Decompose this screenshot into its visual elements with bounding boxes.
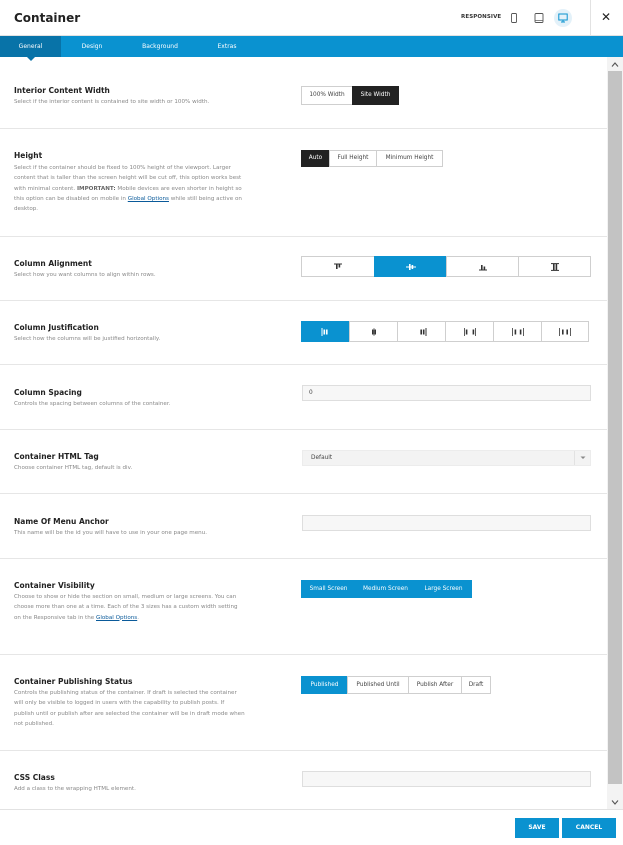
- field-label: Container HTML Tag: [14, 452, 99, 461]
- field-description: Choose container HTML tag, default is div.: [14, 465, 133, 471]
- visibility-toggle: [302, 580, 472, 598]
- scrollbar-thumb[interactable]: [608, 71, 622, 784]
- html-tag-select[interactable]: [302, 450, 591, 466]
- field-label: Column Spacing: [14, 388, 82, 397]
- css-class-row: [0, 751, 607, 809]
- desktop-icon[interactable]: [554, 9, 572, 27]
- column-alignment-row: [0, 237, 607, 301]
- modal-footer: [0, 809, 623, 845]
- menu-anchor-row: [0, 494, 607, 559]
- option-publish-after[interactable]: Publish After: [408, 676, 462, 694]
- option-published[interactable]: Published: [301, 676, 348, 694]
- modal-header: [0, 0, 623, 36]
- height-toggle: [302, 150, 443, 167]
- tab-bar: [0, 36, 623, 57]
- css-class-input[interactable]: [302, 771, 591, 787]
- justify-end-icon[interactable]: [397, 321, 446, 342]
- save-button[interactable]: SAVE: [515, 818, 559, 838]
- option-small-screen[interactable]: Small Screen: [301, 580, 356, 598]
- field-description: This name will be the id you will have to use in your one page menu.: [14, 530, 208, 536]
- field-description: Choose to show or hide the section on small, medium or large screens. You can choose more than one at a time. Each of the 3 sizes has a custom width setting on the Responsive tab in the Global Options.: [14, 594, 238, 621]
- global-options-link[interactable]: Global Options: [127, 195, 169, 202]
- interior-width-row: [0, 57, 607, 129]
- column-justification-row: [0, 301, 607, 365]
- field-label: Container Visibility: [14, 581, 95, 590]
- responsive-label: RESPONSIVE: [461, 14, 502, 20]
- field-description: Controls the publishing status of the container. If draft is selected the container will only be visible to logged in users with the capability to publish posts. If publish until or publish after are selected the container will be in draft mode when not published.: [14, 690, 245, 727]
- option-medium-screen[interactable]: Medium Screen: [355, 580, 416, 598]
- option-full-height[interactable]: Full Height: [329, 150, 377, 167]
- option-minimum-height[interactable]: Minimum Height: [376, 150, 443, 167]
- option-100-width[interactable]: 100% Width: [301, 86, 353, 105]
- publishing-status-toggle: [302, 676, 491, 694]
- field-description: Select if the container should be fixed to 100% height of the viewport. Larger content that is taller than the screen height will be cut off, this option works best with minimal content. IMPORTANT: Mobile devices are even shorter in height so this option can be disabled on mobile in Global Options while still being active on desktop.: [14, 165, 242, 213]
- field-description: Select how the columns will be justified horizontally.: [14, 336, 161, 342]
- global-options-link[interactable]: Global Options: [96, 614, 138, 621]
- html-tag-row: [0, 430, 607, 494]
- align-stretch-icon[interactable]: [518, 256, 591, 277]
- column-spacing-input[interactable]: 0: [302, 385, 591, 401]
- settings-panel: [0, 57, 607, 809]
- modal-title: Container: [14, 11, 81, 25]
- field-label: Column Alignment: [14, 259, 92, 268]
- align-center-icon[interactable]: [374, 256, 447, 277]
- justify-space-around-icon[interactable]: [493, 321, 542, 342]
- html-tag-value: Default: [311, 455, 333, 461]
- justify-space-between-icon[interactable]: [445, 321, 494, 342]
- tab-extras[interactable]: Extras: [217, 43, 237, 50]
- field-label: Container Publishing Status: [14, 677, 133, 686]
- justify-space-evenly-icon[interactable]: [541, 321, 589, 342]
- close-icon[interactable]: ✕: [601, 10, 612, 24]
- tab-design[interactable]: Design: [81, 43, 103, 50]
- field-label: Height: [14, 151, 43, 160]
- field-description: Controls the spacing between columns of the container.: [14, 401, 171, 407]
- scrollbar[interactable]: [607, 57, 623, 809]
- field-label: Interior Content Width: [14, 86, 110, 95]
- header-divider: [590, 0, 591, 36]
- field-description: Add a class to the wrapping HTML element.: [14, 786, 136, 792]
- mobile-icon[interactable]: [505, 9, 523, 27]
- option-site-width[interactable]: Site Width: [352, 86, 399, 105]
- option-large-screen[interactable]: Large Screen: [415, 580, 472, 598]
- height-row: [0, 129, 607, 237]
- scroll-up-icon[interactable]: [607, 57, 623, 71]
- tab-general[interactable]: General: [0, 36, 61, 57]
- option-auto[interactable]: Auto: [301, 150, 330, 167]
- justify-center-icon[interactable]: [349, 321, 398, 342]
- interior-width-toggle: [302, 86, 399, 105]
- field-description: Select if the interior content is contained to site width or 100% width.: [14, 99, 210, 105]
- field-description: Select how you want columns to align within rows.: [14, 272, 156, 278]
- option-published-until[interactable]: Published Until: [347, 676, 409, 694]
- menu-anchor-input[interactable]: [302, 515, 591, 531]
- justify-start-icon[interactable]: [301, 321, 350, 342]
- field-label: Column Justification: [14, 323, 99, 332]
- option-draft[interactable]: Draft: [461, 676, 491, 694]
- visibility-row: [0, 559, 607, 655]
- column-spacing-row: [0, 365, 607, 430]
- align-top-icon[interactable]: [301, 256, 375, 277]
- publishing-status-row: [0, 655, 607, 751]
- column-alignment-toggle: [302, 256, 591, 277]
- tablet-icon[interactable]: [530, 9, 548, 27]
- tab-background[interactable]: Background: [142, 43, 178, 50]
- cancel-button[interactable]: CANCEL: [562, 818, 616, 838]
- chevron-down-icon: [574, 451, 590, 465]
- scroll-down-icon[interactable]: [607, 795, 623, 809]
- align-bottom-icon[interactable]: [446, 256, 519, 277]
- field-label: CSS Class: [14, 773, 55, 782]
- column-justification-toggle: [302, 321, 589, 342]
- field-label: Name Of Menu Anchor: [14, 517, 109, 526]
